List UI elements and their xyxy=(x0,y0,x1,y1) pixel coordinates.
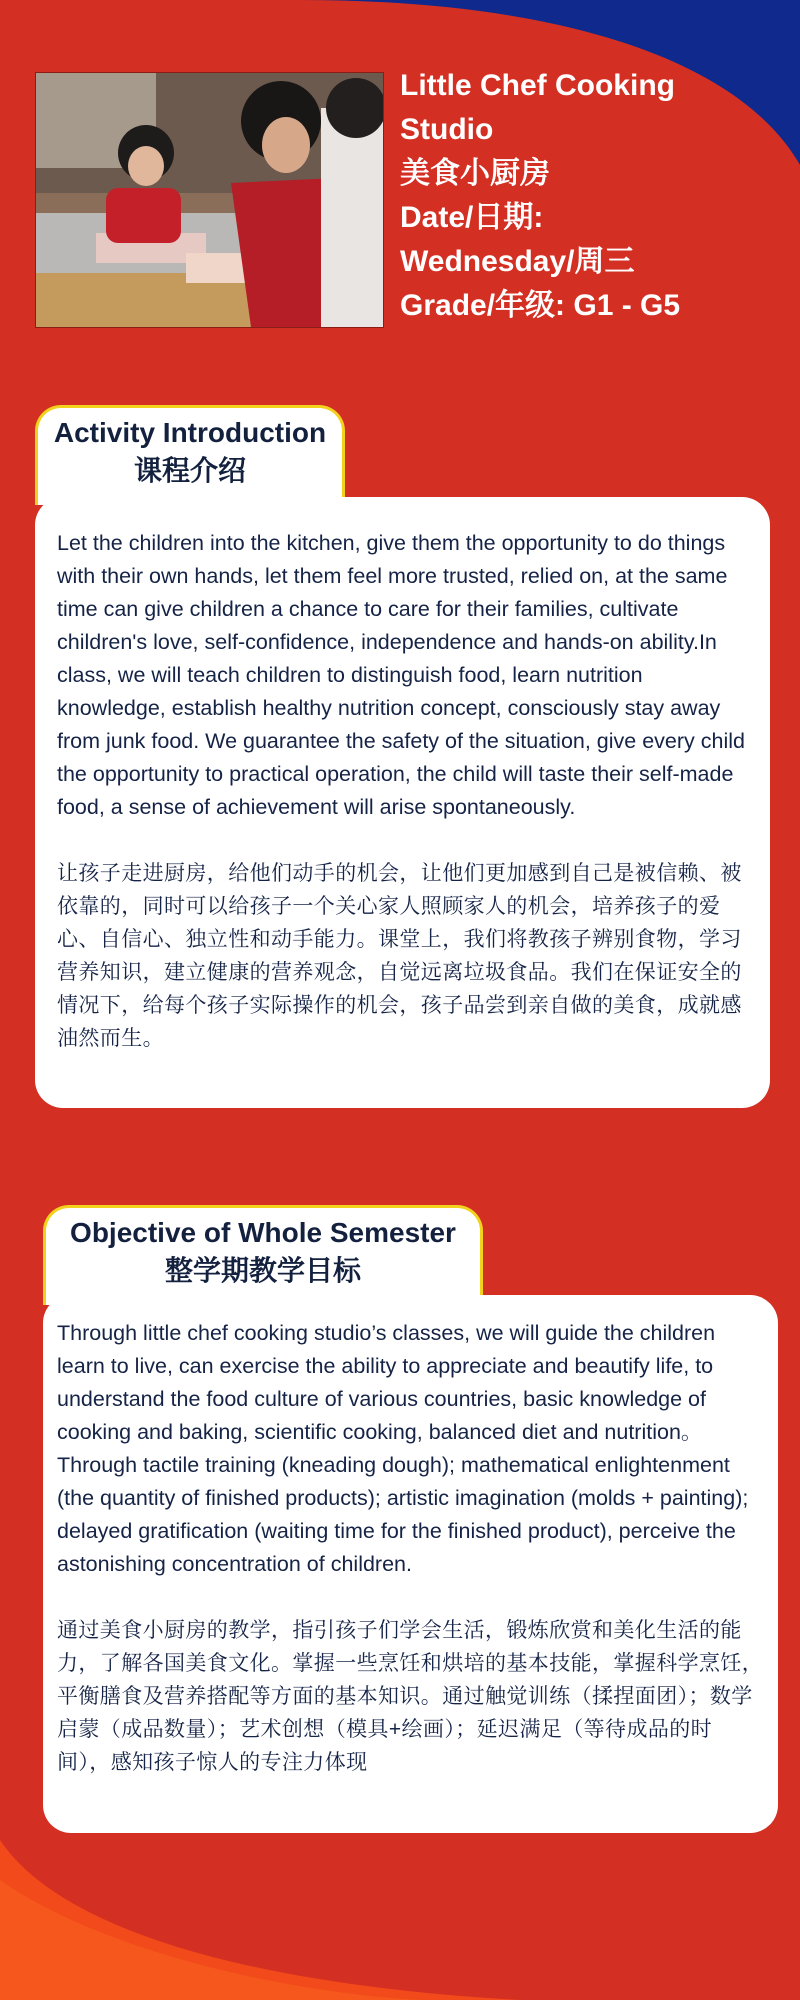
activity-card xyxy=(35,497,770,1108)
date-label: Date/日期: xyxy=(400,201,544,234)
title-line: Little Chef Cooking xyxy=(400,69,675,102)
objective-heading-tab xyxy=(43,1205,483,1305)
children-cooking-photo-icon xyxy=(36,73,383,327)
objective-heading-cn: 整学期教学目标 xyxy=(164,1255,361,1286)
objective-heading-en: Objective of Whole Semester xyxy=(70,1217,456,1248)
objective-body-en: Through little chef cooking studio’s classes, we will guide the children learn to live, can exercise the ability to appreciate and beautify life, to understand the food culture of various countries, basic knowledge of cooking and baking, scientific cooking, balanced diet and nutrition。Through tactile training (kneading dough); mathematical enlightenment (the quantity of finished products); artistic imagination (molds + painting); delayed gratification (waiting time for the finished product), perceive the astonishing concentration of children. xyxy=(57,1321,749,1576)
activity-body-en: Let the children into the kitchen, give them the opportunity to do things with their own hands, let them feel more trusted, relied on, at the same time can give children a chance to care for their families, cultivate children's love, self-confidence, independence and hands-on ability.In class, we will teach children to distinguish food, learn nutrition knowledge, establish healthy nutrition concept, consciously stay away from junk food. We guarantee the safety of the situation, give every child the opportunity to practical operation, the child will taste their self-made food, a sense of achievement will arise spontaneously. xyxy=(57,531,745,819)
title-line: Studio xyxy=(400,113,494,146)
objective-card xyxy=(43,1295,778,1833)
activity-heading-cn: 课程介绍 xyxy=(133,455,246,486)
header-title-block xyxy=(400,64,780,328)
objective-body-cn: 通过美食小厨房的教学，指引孩子们学会生活，锻炼欣赏和美化生活的能力，了解各国美食文化。掌握一些烹饪和烘培的基本技能，掌握科学烹饪，平衡膳食及营养搭配等方面的基本知识。通过触觉训练（揉捏面团）；数学启蒙（成品数量）；艺术创想（模具+绘画）；延迟满足（等待成品的时间），感知孩子惊人的专注力体现 xyxy=(57,1619,764,1774)
title-line-cn: 美食小厨房 xyxy=(400,157,550,190)
date-value: Wednesday/周三 xyxy=(400,245,635,278)
header-photo xyxy=(35,72,384,328)
activity-body-cn: 让孩子走进厨房，给他们动手的机会，让他们更加感到自己是被信赖、被依靠的，同时可以给孩子一个关心家人照顾家人的机会，培养孩子的爱心、自信心、独立性和动手能力。课堂上，我们将教孩子辨别食物，学习营养知识，建立健康的营养观念，自觉远离垃圾食品。我们在保证安全的情况下，给每个孩子实际操作的机会，孩子品尝到亲自做的美食，成就感油然而生。 xyxy=(57,862,742,1050)
activity-heading-en: Activity Introduction xyxy=(53,417,327,448)
activity-heading-tab xyxy=(35,405,345,505)
grade-label: Grade/年级: G1 - G5 xyxy=(400,289,681,322)
